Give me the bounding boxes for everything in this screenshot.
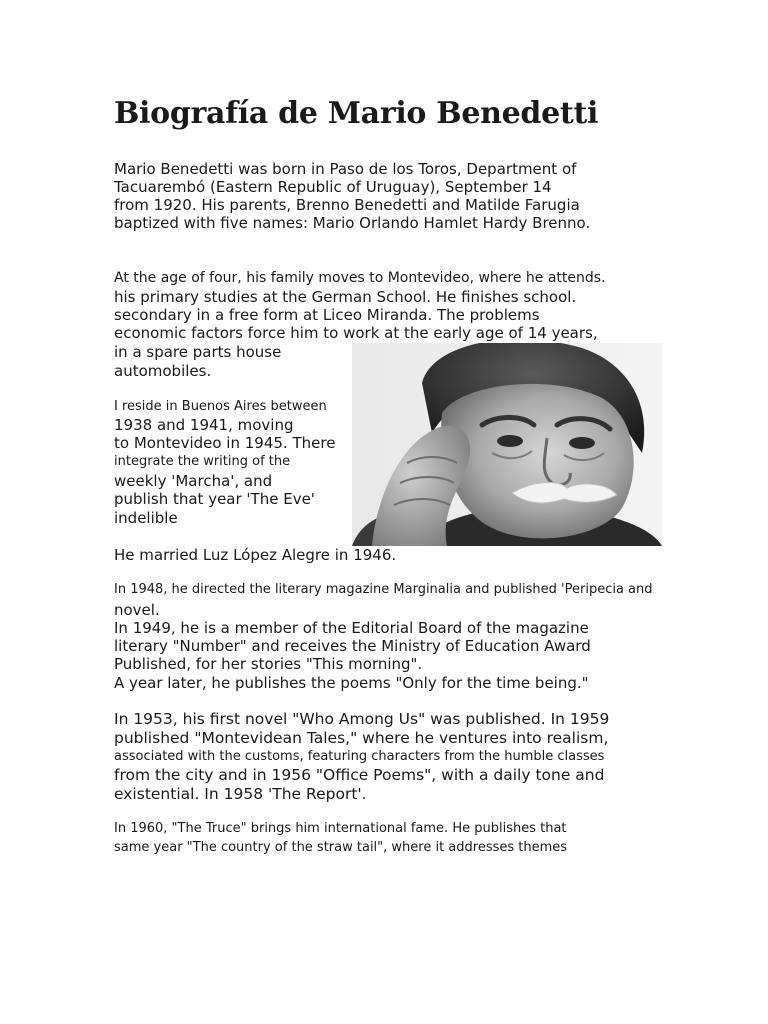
paragraph-1-line-2: Tacuarembó (Eastern Republic of Uruguay), September 14 (114, 178, 552, 196)
paragraph-5-line-5: Published, for her stories "This morning". (114, 655, 423, 673)
portrait-image (352, 343, 662, 546)
paragraph-6-line-4: from the city and in 1956 "Office Poems", with a daily tone and (114, 766, 605, 784)
portrait-photo (352, 343, 662, 546)
paragraph-3-line-7: indelible (114, 509, 178, 527)
paragraph-2-line-4: economic factors force him to work at the early age of 14 years, (114, 324, 598, 342)
paragraph-3-line-4: integrate the writing of the (114, 454, 291, 469)
paragraph-2-line-3: secondary in a free form at Liceo Miranda. The problems (114, 306, 540, 324)
paragraph-7-line-1: In 1960, "The Truce" brings him international fame. He publishes that (114, 821, 567, 836)
paragraph-3-line-5: weekly 'Marcha', and (114, 472, 273, 490)
paragraph-6-line-2: published "Montevidean Tales," where he ventures into realism, (114, 729, 609, 747)
paragraph-2-line-2: his primary studies at the German School. He finishes school. (114, 288, 577, 306)
paragraph-6-line-3: associated with the customs, featuring characters from the humble classes (114, 749, 605, 764)
document-title: Biografía de Mario Benedetti (114, 96, 599, 131)
paragraph-1-line-1: Mario Benedetti was born in Paso de los Toros, Department of (114, 160, 577, 178)
paragraph-4-line-1: He married Luz López Alegre in 1946. (114, 546, 397, 564)
paragraph-3-line-6: publish that year 'The Eve' (114, 490, 315, 508)
paragraph-3-line-3: to Montevideo in 1945. There (114, 434, 336, 452)
paragraph-3-line-2: 1938 and 1941, moving (114, 416, 294, 434)
paragraph-5-line-6: A year later, he publishes the poems "Only for the time being." (114, 674, 589, 692)
paragraph-1-line-4: baptized with five names: Mario Orlando Hamlet Hardy Brenno. (114, 214, 591, 232)
paragraph-5-line-1: In 1948, he directed the literary magazine Marginalia and published 'Peripecia and (114, 582, 653, 597)
paragraph-1-line-3: from 1920. His parents, Brenno Benedetti and Matilde Farugia (114, 196, 580, 214)
paragraph-6-line-1: In 1953, his first novel "Who Among Us" was published. In 1959 (114, 710, 610, 728)
paragraph-2-line-5: in a spare parts house (114, 343, 282, 361)
paragraph-6-line-5: existential. In 1958 'The Report'. (114, 785, 367, 803)
paragraph-2-line-6: automobiles. (114, 362, 212, 380)
paragraph-5-line-3: In 1949, he is a member of the Editorial Board of the magazine (114, 619, 589, 637)
paragraph-3-line-1: I reside in Buenos Aires between (114, 399, 327, 414)
paragraph-2-line-1: At the age of four, his family moves to Montevideo, where he attends. (114, 270, 606, 286)
paragraph-5-line-4: literary "Number" and receives the Ministry of Education Award (114, 637, 591, 655)
paragraph-7-line-2: same year "The country of the straw tail", where it addresses themes (114, 840, 568, 855)
paragraph-5-line-2: novel. (114, 601, 160, 619)
